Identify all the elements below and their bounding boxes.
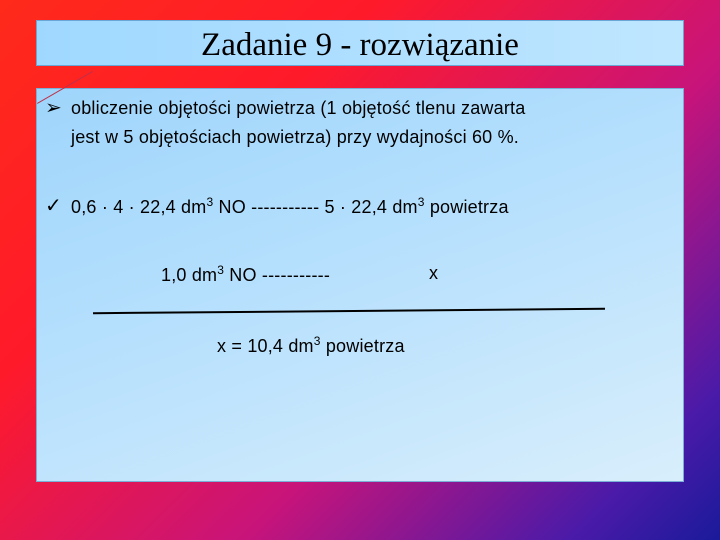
slide-title: Zadanie 9 - rozwiązanie [201,26,519,63]
content-panel [36,88,684,482]
bullet2-left-text: 0,6 · 4 · 22,4 dm [71,197,207,217]
bullet2-equation [71,195,509,218]
result-text: x = 10,4 dm [217,336,314,356]
bullet2-right-sup: 3 [417,195,425,209]
checkmark-bullet-icon: ✓ [45,193,62,217]
result-sup: 3 [313,334,321,348]
bullet2-right-text: 5 · 22,4 dm [324,197,418,217]
bullet1-line2: jest w 5 objętościach powietrza) przy wydajności 60 %. [71,127,519,147]
result-suffix: powietrza [320,336,405,356]
proportion-left [161,263,330,286]
bullet2-right-suffix: powietrza [424,197,509,217]
proportion-left-text: 1,0 dm [161,265,218,285]
title-bar [36,20,684,66]
result-line [217,334,405,357]
bullet2-left-sup: 3 [206,195,214,209]
proportion-left-sup: 3 [217,263,225,277]
bullet2-left-suffix: NO [213,197,246,217]
bullet2-dashes: ----------- [251,197,320,217]
proportion-left-suffix: NO [224,265,257,285]
proportion-right: x [429,263,439,283]
divider-line [93,308,605,314]
arrow-bullet-icon: ➢ [45,95,62,119]
proportion-dashes: ----------- [261,265,331,285]
bullet1-line1: obliczenie objętości powietrza (1 objętość tlenu zawarta [71,98,526,118]
